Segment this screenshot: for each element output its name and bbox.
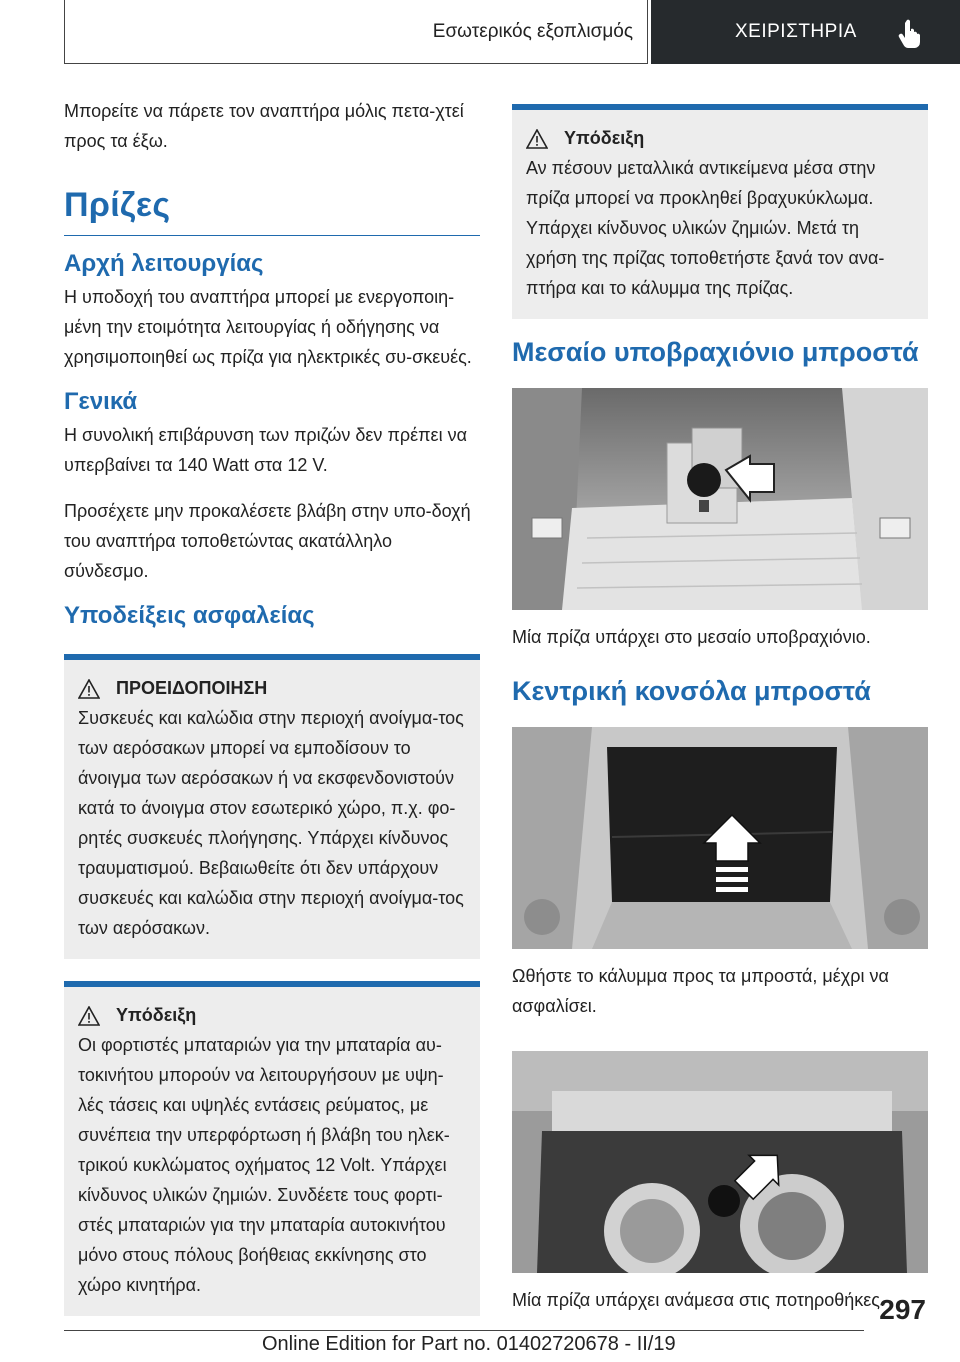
principle-heading: Αρχή λειτουργίας <box>64 250 264 277</box>
note-box-right <box>512 104 928 319</box>
general-text-2: Προσέχετε μην προκαλέσετε βλάβη στην υπο-δοχή του αναπτήρα τοποθετώντας ακατάλληλο σύνδεσμο. <box>64 501 471 581</box>
warning-box <box>64 654 480 959</box>
armrest-caption: Μία πρίζα υπάρχει στο μεσαίο υποβραχιόνιο. <box>512 627 871 647</box>
note-title: Υπόδειξη <box>564 128 645 148</box>
footer-divider <box>64 1330 864 1331</box>
warning-text: Συσκευές και καλώδια στην περιοχή ανοίγμα-τος των αερόσακων μπορεί να εμποδίσουν το άνοιγμα των αερόσακων ή να εκσφενδονιστούν κατά το άνοιγμα στον εσωτερικό χώρο, π.χ. φο-ρητές συσκευές πλοήγησης. Υπάρχει κίνδυνος τραυματισμού. Βεβαιωθείτε ότι δεν υπάρχουν συσκευές και καλώδια στην περιοχή ανοίγμα-τος των αερόσακων. <box>78 708 464 938</box>
general-heading: Γενικά <box>64 388 138 415</box>
general-text-1: Η συνολική επιβάρυνση των πριζών δεν πρέπει να υπερβαίνει τα 140 Watt στα 12 V. <box>64 425 467 475</box>
chapter-label: ΧΕΙΡΙΣΤΗΡΙΑ <box>735 21 857 42</box>
note-text: Οι φορτιστές μπαταριών για την μπαταρία αυ-τοκινήτου μπορούν να λειτουργήσουν με υψη-λές τάσεις και υψηλές εντάσεις ρεύματος, με συνέπεια την υπερφόρτωση ή βλάβη του ηλεκ-τρικού κυκλώματος οχήματος 12 Volt. Υπάρχει κίνδυνος υλικών ζημιών. Συνδέετε τους φορτι-στές μπαταριών για την μπαταρία αυτοκινήτου μόνο στους πόλους βοήθειας εκκίνησης στο χώρο κινητήρα. <box>78 1035 450 1295</box>
warning-title: ΠΡΟΕΙΔΟΠΟΙΗΣΗ <box>116 678 268 698</box>
cupholder-caption: Μία πρίζα υπάρχει ανάμεσα στις ποτηροθήκες. <box>512 1290 885 1310</box>
warning-triangle-icon <box>78 1006 100 1026</box>
note-text: Αν πέσουν μεταλλικά αντικείμενα μέσα στην πρίζα μπορεί να προκληθεί βραχυκύκλωμα. Υπάρχει κίνδυνος υλικών ζημιών. Μετά τη χρήση της πρίζας τοποθετήστε ξανά τον ανα-πτήρα και το κάλυμμα της πρίζας. <box>526 158 885 298</box>
warning-triangle-icon <box>78 679 100 699</box>
safety-heading: Υποδείξεις ασφαλείας <box>64 602 315 629</box>
edition-note: Online Edition for Part no. 01402720678 - II/19 <box>262 1333 676 1355</box>
hand-pointer-icon <box>896 18 924 48</box>
section-tab <box>64 0 648 64</box>
page-header <box>0 0 960 66</box>
right-column <box>512 104 928 1315</box>
console-cover-image <box>512 727 928 949</box>
left-column <box>64 96 480 1330</box>
section-title: Πρίζες <box>64 186 480 236</box>
note-box-left <box>64 981 480 1316</box>
note-title: Υπόδειξη <box>116 1005 197 1025</box>
cupholder-socket-image <box>512 1051 928 1273</box>
warning-triangle-icon <box>526 129 548 149</box>
chapter-tab <box>651 0 960 64</box>
page-number: 297 <box>879 1294 926 1325</box>
intro-text: Μπορείτε να πάρετε τον αναπτήρα μόλις πετα-χτεί προς τα έξω. <box>64 101 464 151</box>
console-heading: Κεντρική κονσόλα μπροστά <box>512 676 871 706</box>
section-label: Εσωτερικός εξοπλισμός <box>432 20 633 42</box>
console-caption: Ωθήστε το κάλυμμα προς τα μπροστά, μέχρι να ασφαλίσει. <box>512 966 889 1016</box>
armrest-heading: Μεσαίο υποβραχιόνιο μπροστά <box>512 337 919 367</box>
principle-text: Η υποδοχή του αναπτήρα μπορεί με ενεργοποιη-μένη την ετοιμότητα λειτουργίας ή οδήγησης να χρησιμοποιηθεί ως πρίζα για ηλεκτρικές συ-σκευές. <box>64 287 472 367</box>
armrest-socket-image <box>512 388 928 610</box>
